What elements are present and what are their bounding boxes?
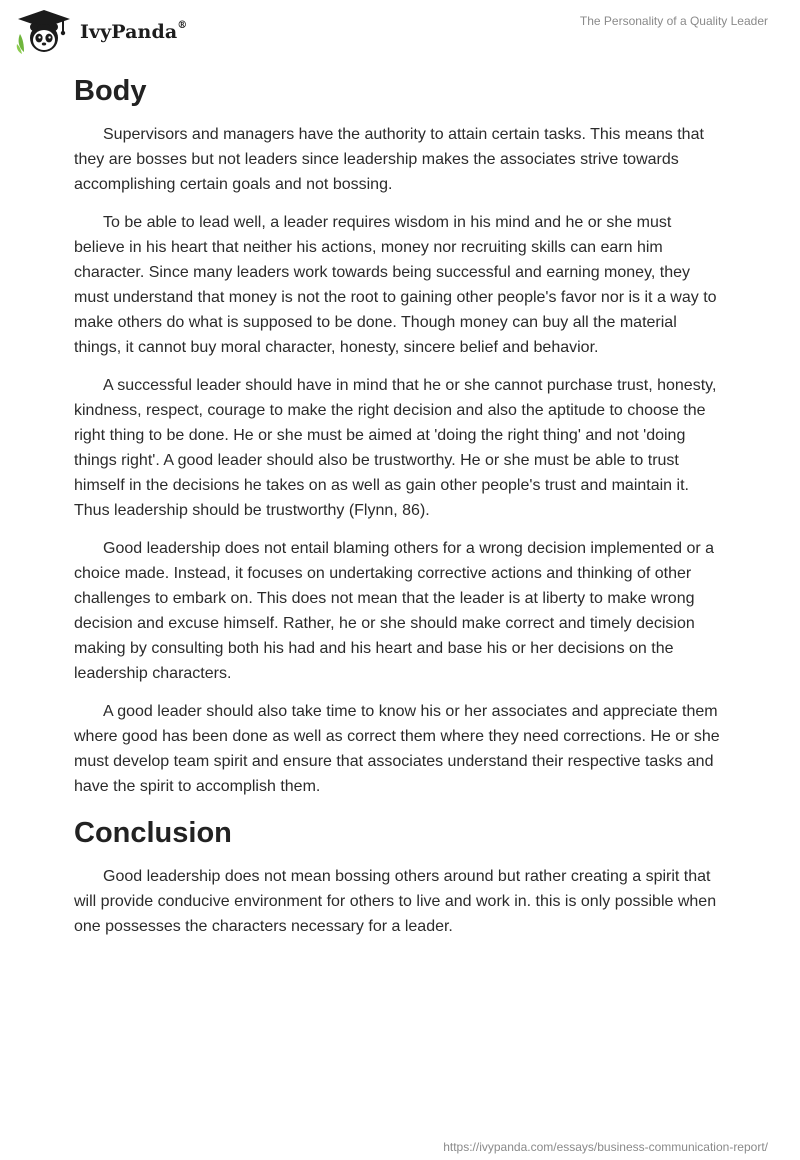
essay-content	[74, 70, 724, 952]
panda-graduate-icon	[14, 8, 74, 56]
brand-logo[interactable]	[14, 8, 187, 56]
page-header	[0, 0, 800, 64]
body-paragraph: To be able to lead well, a leader requires wisdom in his mind and he or she must believe in his heart that neither his actions, money nor recruiting skills can earn him character. Since many leaders work towards being successful and earning money, they must understand that money is not the root to gaining other people's favor nor is it a way to make others do what is supposed to be done. Though money can buy all the material things, it cannot buy moral character, honesty, sincere belief and behavior.	[74, 214, 717, 356]
body-paragraph: Good leadership does not entail blaming others for a wrong decision implemented or a choice made. Instead, it focuses on undertaking corrective actions and thinking of other challenges to embark on. This does not mean that the leader is at liberty to make wrong decision and excuse himself. Rather, he or she should make correct and timely decision making by consulting both his had and his heart and base his or her decisions on the leadership characters.	[74, 540, 715, 682]
brand-name: IvyPanda®	[80, 19, 188, 43]
body-paragraph: Supervisors and managers have the authority to attain certain tasks. This means that they are bosses but not leaders since leadership makes the associates strive towards accomplishing certain goals and not bossing.	[74, 126, 704, 193]
registered-mark: ®	[177, 19, 188, 31]
source-url[interactable]: https://ivypanda.com/essays/business-communication-report/	[443, 1140, 768, 1154]
body-heading: Body	[74, 75, 147, 107]
conclusion-paragraph: Good leadership does not mean bossing others around but rather creating a spirit that will provide conducive environment for others to live and work in. this is only possible when one possesses the characters necessary for a leader.	[74, 868, 717, 935]
body-paragraph: A good leader should also take time to know his or her associates and appreciate them where good has been done as well as correct them where they need corrections. He or she must develop team spirit and ensure that associates understand their respective tasks and have the spirit to accomplish them.	[74, 703, 720, 795]
conclusion-heading: Conclusion	[74, 817, 232, 849]
document-title: The Personality of a Quality Leader	[579, 14, 768, 28]
body-paragraph: A successful leader should have in mind that he or she cannot purchase trust, honesty, kindness, respect, courage to make the right decision and also the aptitude to choose the right thing to be done. He or she must be aimed at 'doing the right thing' and not 'doing things right'. A good leader should also be trustworthy. He or she must be able to trust himself in the decisions he takes on as well as gain other people's trust and maintain it. Thus leadership should be trustworthy (Flynn, 86).	[74, 377, 717, 519]
